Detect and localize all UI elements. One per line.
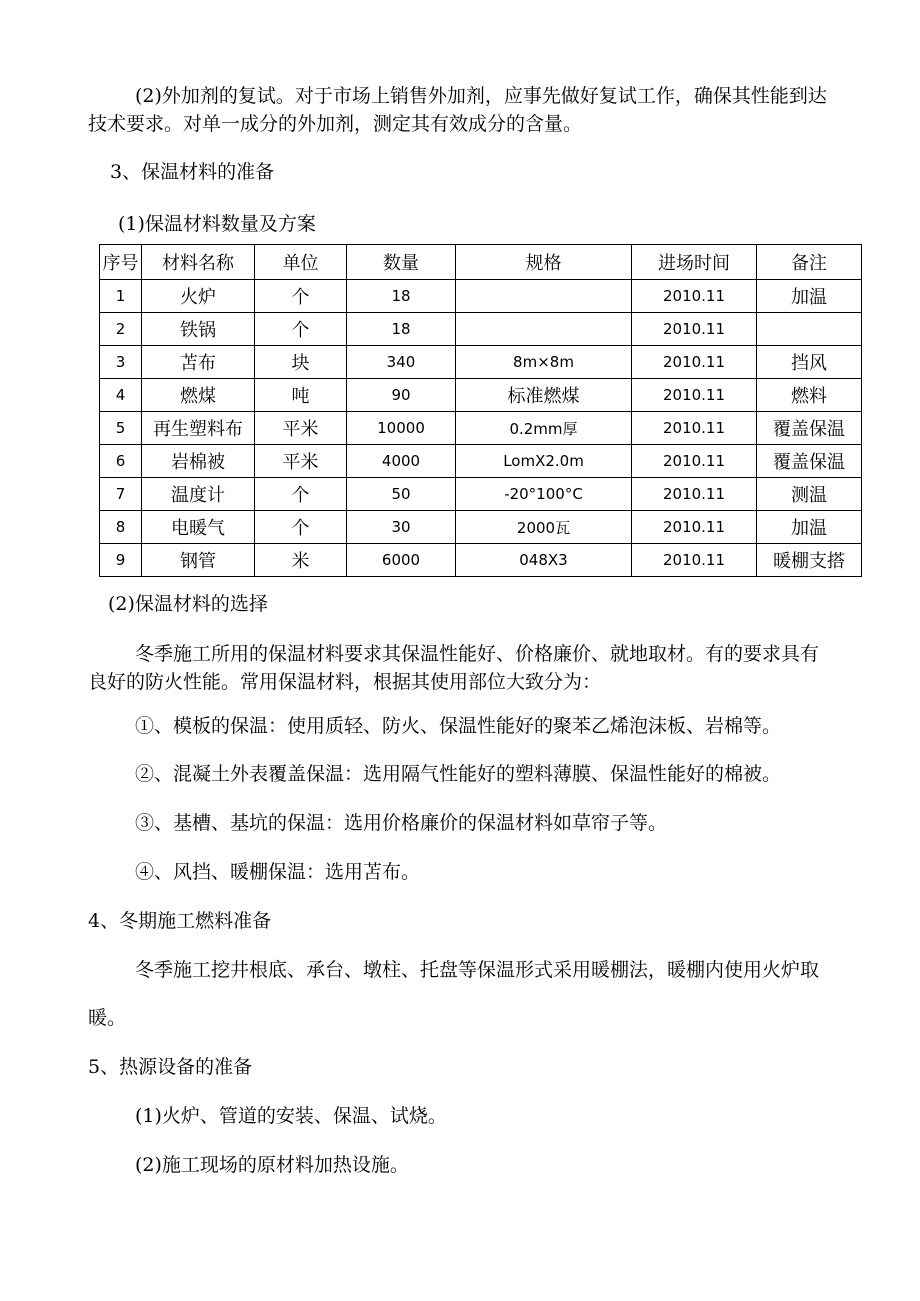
- cell-index: 9: [100, 544, 142, 577]
- cell-quantity: 18: [347, 280, 456, 313]
- cell-index: 3: [100, 346, 142, 379]
- cell-unit: 平米: [255, 412, 347, 445]
- cell-spec: 2000瓦: [456, 511, 632, 544]
- cell-material-name: 电暖气: [142, 511, 255, 544]
- cell-spec: LomX2.0m: [456, 445, 632, 478]
- list-item: ④、风挡、暖棚保温：选用苫布。: [135, 861, 421, 883]
- cell-remark: 覆盖保温: [757, 445, 862, 478]
- section-3-sub-2: (2)保温材料的选择: [108, 593, 268, 615]
- cell-quantity: 4000: [347, 445, 456, 478]
- table-header-row: [100, 245, 862, 280]
- list-item: ①、模板的保温：使用质轻、防火、保温性能好的聚苯乙烯泡沫板、岩棉等。: [135, 715, 782, 737]
- cell-material-name: 苫布: [142, 346, 255, 379]
- cell-remark: 测温: [757, 478, 862, 511]
- cell-arrival-time: 2010.11: [632, 445, 757, 478]
- table-row: [100, 313, 862, 346]
- section-4-heading: 4、冬期施工燃料准备: [88, 910, 272, 932]
- cell-unit: 吨: [255, 379, 347, 412]
- table-row: [100, 379, 862, 412]
- header-unit: 单位: [255, 245, 347, 280]
- cell-material-name: 钢管: [142, 544, 255, 577]
- section-3-para-1-line-1: 冬季施工所用的保温材料要求其保温性能好、价格廉价、就地取材。有的要求具有: [135, 643, 820, 665]
- materials-table: [99, 244, 862, 577]
- cell-index: 7: [100, 478, 142, 511]
- cell-unit: 个: [255, 280, 347, 313]
- header-quantity: 数量: [347, 245, 456, 280]
- cell-unit: 个: [255, 511, 347, 544]
- header-arrival-time: 进场时间: [632, 245, 757, 280]
- header-material-name: 材料名称: [142, 245, 255, 280]
- cell-unit: 个: [255, 313, 347, 346]
- section-5-item-1: (1)火炉、管道的安装、保温、试烧。: [135, 1105, 447, 1127]
- cell-index: 1: [100, 280, 142, 313]
- section-4-para-line-1: 冬季施工挖井根底、承台、墩柱、托盘等保温形式采用暖棚法，暖棚内使用火炉取: [135, 959, 820, 981]
- cell-arrival-time: 2010.11: [632, 313, 757, 346]
- cell-unit: 米: [255, 544, 347, 577]
- cell-arrival-time: 2010.11: [632, 478, 757, 511]
- cell-remark: 燃料: [757, 379, 862, 412]
- cell-material-name: 岩棉被: [142, 445, 255, 478]
- table-row: [100, 280, 862, 313]
- cell-unit: 个: [255, 478, 347, 511]
- table-row: [100, 511, 862, 544]
- cell-spec: [456, 313, 632, 346]
- header-index: 序号: [100, 245, 142, 280]
- cell-remark: [757, 313, 862, 346]
- cell-unit: 平米: [255, 445, 347, 478]
- cell-material-name: 火炉: [142, 280, 255, 313]
- table-row: [100, 445, 862, 478]
- cell-material-name: 温度计: [142, 478, 255, 511]
- cell-remark: 暖棚支搭: [757, 544, 862, 577]
- cell-index: 4: [100, 379, 142, 412]
- cell-remark: 加温: [757, 280, 862, 313]
- intro-line-2: 技术要求。对单一成分的外加剂，测定其有效成分的含量。: [88, 113, 583, 135]
- cell-remark: 挡风: [757, 346, 862, 379]
- cell-arrival-time: 2010.11: [632, 379, 757, 412]
- table-row: [100, 478, 862, 511]
- cell-spec: 0.2mm厚: [456, 412, 632, 445]
- cell-quantity: 50: [347, 478, 456, 511]
- cell-quantity: 10000: [347, 412, 456, 445]
- section-4-para-line-2: 暖。: [88, 1007, 127, 1029]
- header-spec: 规格: [456, 245, 632, 280]
- cell-quantity: 6000: [347, 544, 456, 577]
- cell-quantity: 340: [347, 346, 456, 379]
- cell-remark: 覆盖保温: [757, 412, 862, 445]
- table-row: [100, 544, 862, 577]
- cell-spec: 048X3: [456, 544, 632, 577]
- cell-arrival-time: 2010.11: [632, 280, 757, 313]
- list-item: ③、基槽、基坑的保温：选用价格廉价的保温材料如草帘子等。: [135, 812, 668, 834]
- cell-quantity: 18: [347, 313, 456, 346]
- table-row: [100, 346, 862, 379]
- cell-spec: [456, 280, 632, 313]
- cell-spec: -20°100°C: [456, 478, 632, 511]
- list-item: ②、混凝土外表覆盖保温：选用隔气性能好的塑料薄膜、保温性能好的棉被。: [135, 763, 782, 785]
- header-remark: 备注: [757, 245, 862, 280]
- table-row: [100, 412, 862, 445]
- cell-arrival-time: 2010.11: [632, 511, 757, 544]
- cell-unit: 块: [255, 346, 347, 379]
- cell-index: 8: [100, 511, 142, 544]
- cell-arrival-time: 2010.11: [632, 346, 757, 379]
- section-5-heading: 5、热源设备的准备: [88, 1056, 253, 1078]
- section-5-item-2: (2)施工现场的原材料加热设施。: [135, 1154, 409, 1176]
- cell-spec: 标准燃煤: [456, 379, 632, 412]
- cell-index: 2: [100, 313, 142, 346]
- cell-remark: 加温: [757, 511, 862, 544]
- cell-material-name: 燃煤: [142, 379, 255, 412]
- cell-arrival-time: 2010.11: [632, 412, 757, 445]
- section-3-sub-1: (1)保温材料数量及方案: [118, 213, 316, 235]
- cell-quantity: 90: [347, 379, 456, 412]
- cell-material-name: 再生塑料布: [142, 412, 255, 445]
- cell-arrival-time: 2010.11: [632, 544, 757, 577]
- intro-line-1: (2)外加剂的复试。对于市场上销售外加剂，应事先做好复试工作，确保其性能到达: [135, 85, 827, 107]
- cell-quantity: 30: [347, 511, 456, 544]
- cell-spec: 8m×8m: [456, 346, 632, 379]
- section-3-heading: 3、保温材料的准备: [110, 161, 275, 183]
- cell-index: 6: [100, 445, 142, 478]
- section-3-para-1-line-2: 良好的防火性能。常用保温材料，根据其使用部位大致分为：: [88, 671, 602, 693]
- cell-index: 5: [100, 412, 142, 445]
- cell-material-name: 铁锅: [142, 313, 255, 346]
